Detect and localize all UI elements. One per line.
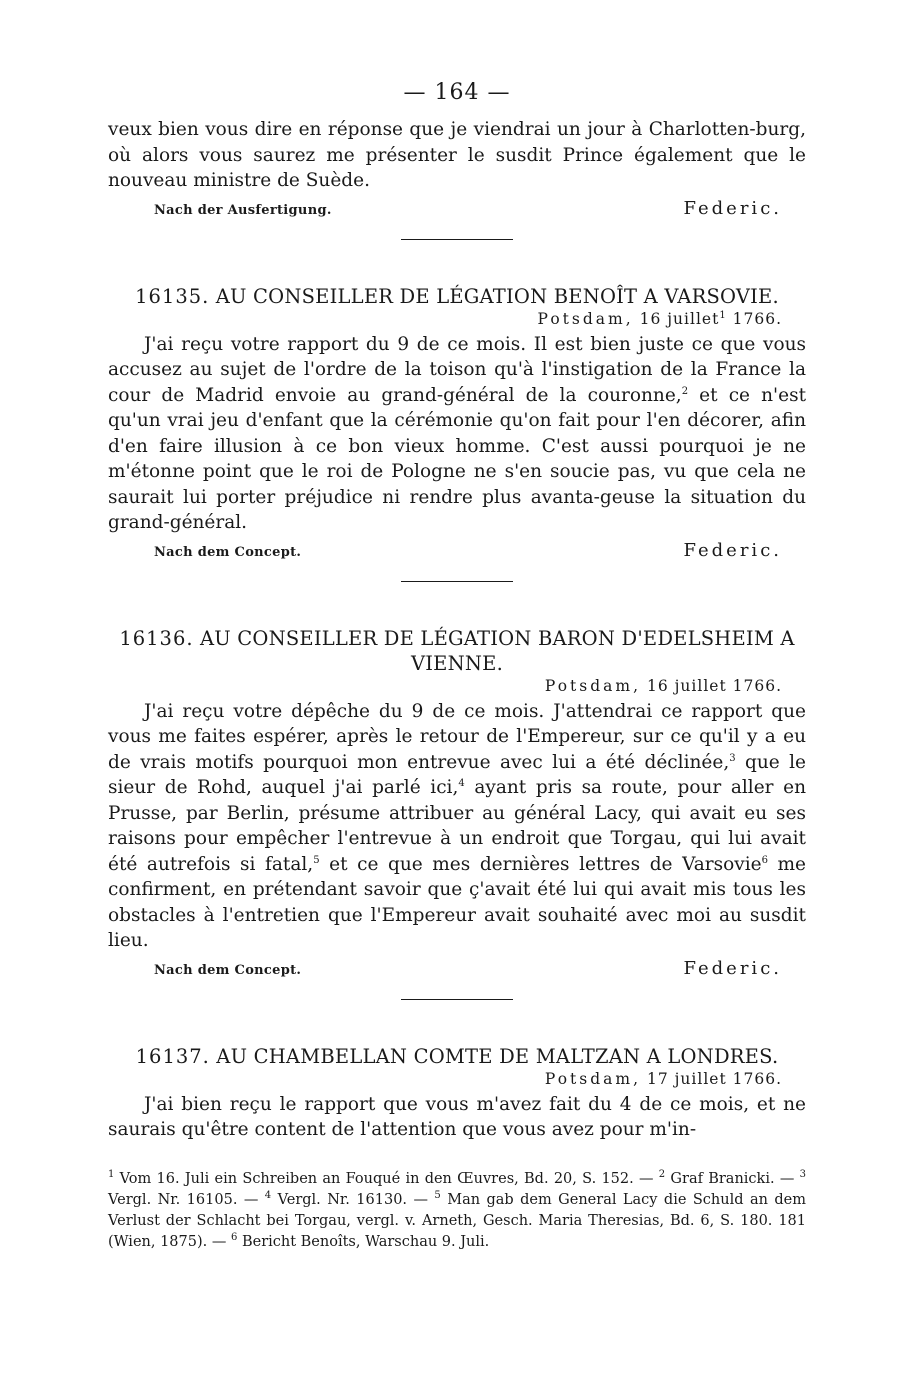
dateline-place: Potsdam, (537, 309, 634, 328)
section-divider (401, 581, 513, 582)
footnote-ref: 1 (719, 309, 727, 321)
intro-signature-line (108, 198, 806, 219)
dateline-place: Potsdam, (544, 1069, 642, 1088)
footnote-ref: 4 (458, 777, 465, 789)
footnote-ref: 1 (108, 1168, 115, 1180)
dateline-date: 17 juillet (646, 1069, 727, 1088)
text-run: J'ai bien reçu le rapport que vous m'avez fait du 4 de ce mois, et ne saurais qu'être content de l'attention que vous avez pour m'in- (108, 1093, 806, 1140)
footnote-ref: 4 (264, 1189, 272, 1201)
letter-heading-16136 (108, 626, 806, 676)
letter-source-note: Nach dem Concept. (154, 962, 302, 978)
footnote-ref: 2 (658, 1168, 666, 1180)
intro-signature: Federic. (683, 197, 782, 219)
letter-signature: Federic. (683, 539, 782, 561)
letter-number: 16136. (119, 626, 194, 650)
letter-body (108, 1092, 806, 1143)
text-run: Bericht Benoîts, Warschau 9. Juli. (237, 1233, 490, 1250)
letter-title: AU CHAMBELLAN COMTE DE MALTZAN A LONDRES. (216, 1044, 779, 1068)
text-run: Vergl. Nr. 16105. — (108, 1191, 265, 1208)
letter-dateline (108, 677, 782, 695)
text-run: et ce n'est qu'un vrai jeu d'enfant que la cérémonie qu'on fait pour l'en décorer, afin d'en faire illusion à ce bon vieux homme. C'est aussi pourquoi je ne m'étonne point que le roi de Pologne ne s'en soucie pas, vu que cela ne saurait lui porter préjudice ni rendre plus avanta-geuse la situation du grand-général. (108, 384, 807, 533)
footnote-ref: 6 (230, 1231, 238, 1243)
letter-heading-16135 (108, 284, 806, 309)
text-run: J'ai reçu votre dépêche du 9 de ce mois. J'attendrai ce rapport que vous me faites espérer, après le retour de l'Empereur, sur ce qu'il y a eu de vrais motifs pourquoi mon entrevue avec lui a été déclinée, (108, 700, 806, 773)
letter-signature-line (108, 958, 806, 979)
letter-source-note: Nach dem Concept. (154, 544, 302, 560)
letter-title: AU CONSEILLER DE LÉGATION BENOÎT A VARSOVIE. (215, 284, 779, 308)
document-page (108, 80, 806, 1253)
text-run: Vergl. Nr. 16130. — (271, 1191, 435, 1208)
letter-body (108, 699, 806, 954)
text-run: Vom 16. Juli ein Schreiben an Fouqué in den Œuvres, Bd. 20, S. 152. — (114, 1170, 659, 1187)
letter-heading-16137 (108, 1044, 806, 1069)
letter-dateline (108, 1070, 782, 1088)
section-divider (401, 999, 513, 1000)
dateline-year: 1766. (732, 676, 782, 695)
letter-signature-line (108, 540, 806, 561)
letter-title: AU CONSEILLER DE LÉGATION BARON D'EDELSHEIM A VIENNE. (199, 626, 795, 675)
text-run: J'ai reçu votre rapport du 9 de ce mois. Il est bien juste ce que vous accusez au sujet de l'ordre de la toison qu'à l'instigation de la France la cour de Madrid envoie au grand-général de la couronne, (108, 333, 806, 406)
footnote-ref: 6 (761, 854, 768, 866)
letter-body (108, 332, 806, 536)
letter-dateline (108, 310, 782, 328)
dateline-year: 1766. (732, 309, 782, 328)
dateline-place: Potsdam, (544, 676, 642, 695)
footnote-ref: 2 (681, 385, 689, 397)
letter-number: 16137. (135, 1044, 210, 1068)
dateline-year: 1766. (732, 1069, 782, 1088)
text-run: Graf Branicki. — (665, 1170, 800, 1187)
footnote-ref: 5 (434, 1189, 441, 1201)
text-run: que le sieur de Rohd, auquel j'ai parlé ici, (108, 751, 806, 798)
text-run: Man gab dem General Lacy die Schuld an dem Verlust der Schlacht bei Torgau, vergl. v. Arneth, Gesch. Maria Theresias, Bd. 6, S. 180. 181 (Wien, 1875). — (108, 1191, 806, 1250)
dateline-date: 16 juillet (646, 676, 727, 695)
footnote-ref: 5 (313, 854, 320, 866)
footnote-ref: 3 (729, 752, 736, 764)
text-run: et ce que mes dernières lettres de Varsovie (319, 853, 762, 875)
text-run: me confirment, en prétendant savoir que ç'avait été lui qui avait mis tous les obstacles à l'entretien que l'Empereur avait souhaité avec moi au susdit lieu. (108, 853, 807, 951)
footnote-ref: 3 (799, 1168, 806, 1180)
page-number: — 164 — (403, 80, 511, 105)
footnotes (108, 1169, 806, 1253)
intro-source-note: Nach der Ausfertigung. (154, 202, 332, 218)
section-divider (401, 239, 513, 240)
intro-paragraph: veux bien vous dire en réponse que je viendrai un jour à Charlotten-burg, où alors vous saurez me présenter le susdit Prince également que le nouveau ministre de Suède. (108, 119, 806, 191)
dateline-date: 16 juillet (639, 309, 720, 328)
letter-signature: Federic. (683, 957, 782, 979)
letter-number: 16135. (135, 284, 210, 308)
text-run: ayant pris sa route, pour aller en Prusse, par Berlin, présume attribuer au général Lacy, qui avait eu ses raisons pour empêcher l'entrevue à un endroit que Torgau, qui lui avait été autrefois si fatal, (108, 777, 807, 875)
